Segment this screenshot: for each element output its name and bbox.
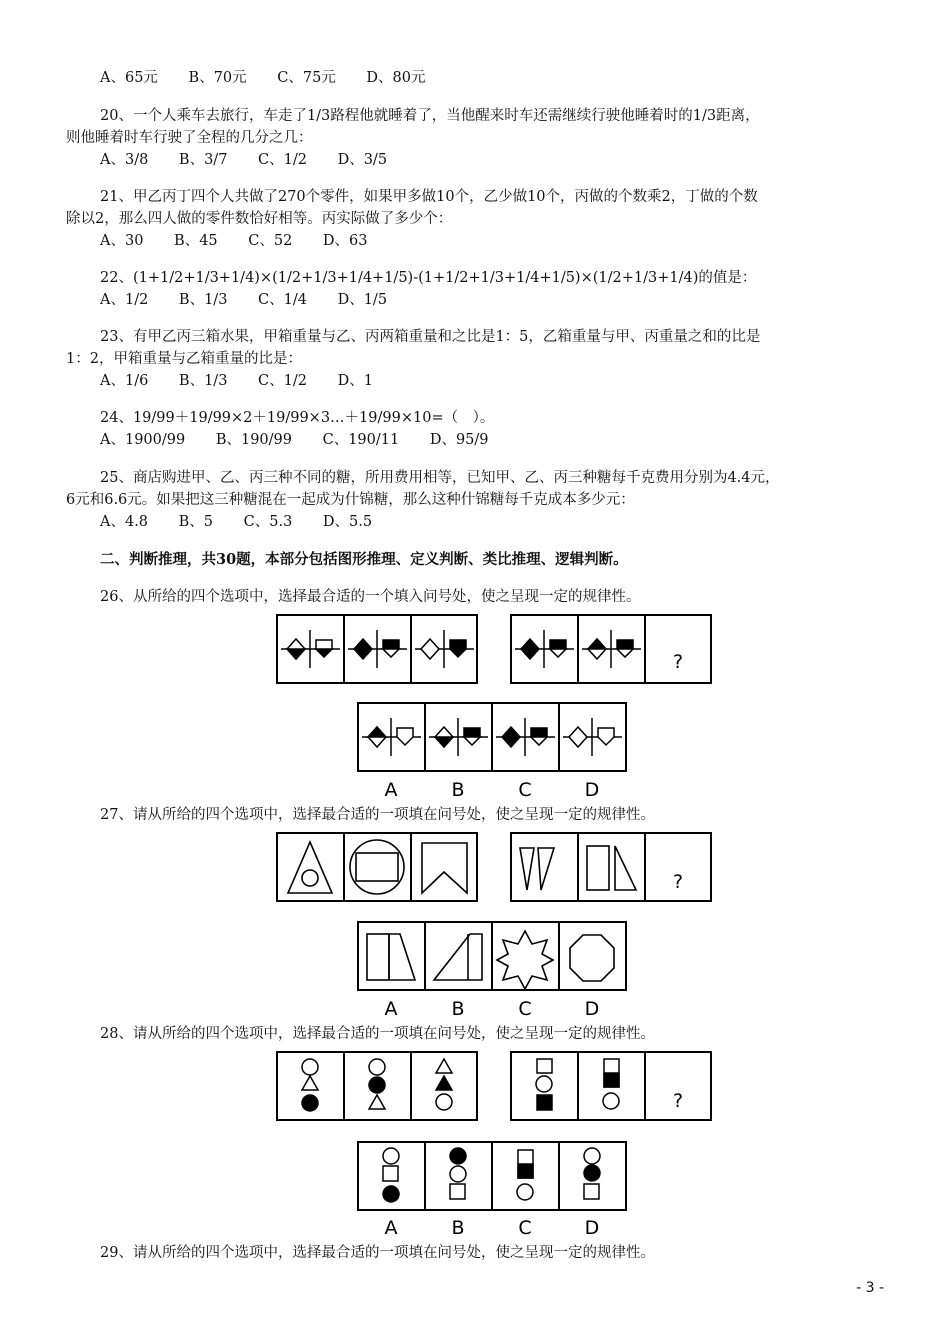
q26-label-a: A (384, 779, 398, 801)
q21-option-b[interactable]: B、45 (174, 233, 218, 249)
q23-text-line2: 1：2，甲箱重量与乙箱重量的比是： (66, 351, 302, 367)
q24-option-a[interactable]: A、1900/99 (100, 432, 186, 448)
q20-option-d[interactable]: D、3/5 (337, 152, 388, 168)
q28-label-a: A (384, 1217, 398, 1239)
q23-text-line1: 23、有甲乙丙三箱水果，甲箱重量与乙、丙两箱重量和之比是1：5，乙箱重量与甲、丙重量之和的比是 (100, 329, 761, 345)
section-heading: 二、判断推理，共30题，本部分包括图形推理、定义判断、类比推理、逻辑判断。 (100, 551, 628, 568)
q21-option-a[interactable]: A、30 (100, 233, 144, 249)
q28-label-c: C (518, 1217, 532, 1239)
q20-option-b[interactable]: B、3/7 (178, 152, 228, 168)
q26-text: 26、从所给的四个选项中，选择最合适的一个填入问号处，使之呈现一定的规律性。 (100, 589, 641, 605)
q27-question-mark: ? (672, 871, 684, 893)
q20-option-a[interactable]: A、3/8 (100, 152, 149, 168)
q23-option-b[interactable]: B、1/3 (178, 373, 228, 389)
q28-text: 28、请从所给的四个选项中，选择最合适的一项填在问号处，使之呈现一定的规律性。 (100, 1026, 655, 1042)
page-number: - 3 - (856, 1280, 884, 1296)
q27-label-c: C (518, 998, 532, 1020)
q23-option-c[interactable]: C、1/2 (258, 373, 307, 389)
q24-option-d[interactable]: D、95/9 (429, 432, 489, 448)
q21-text-line1: 21、甲乙丙丁四个人共做了270个零件，如果甲多做10个，乙少做10个，丙做的个数乘2，丁做的个数 (100, 189, 758, 205)
q22-option-a[interactable]: A、1/2 (100, 292, 149, 308)
q26-label-b: B (451, 779, 465, 801)
q20-option-c[interactable]: C、1/2 (258, 152, 307, 168)
q19-option-d[interactable]: D、80元 (366, 70, 426, 86)
q27-label-a: A (384, 998, 398, 1020)
q23-option-d[interactable]: D、1 (337, 373, 373, 389)
q27-text: 27、请从所给的四个选项中，选择最合适的一项填在问号处，使之呈现一定的规律性。 (100, 807, 655, 823)
q25-option-b[interactable]: B、5 (178, 514, 214, 530)
q22-option-b[interactable]: B、1/3 (178, 292, 228, 308)
q24-text: 24、19/99＋19/99×2＋19/99×3…＋19/99×10=（ ）。 (100, 410, 495, 426)
q27-label-d: D (584, 998, 600, 1020)
q28-label-d: D (584, 1217, 600, 1239)
q22-option-d[interactable]: D、1/5 (337, 292, 388, 308)
q25-option-a[interactable]: A、4.8 (100, 514, 149, 530)
q26-question-mark: ? (672, 651, 684, 673)
q26-label-c: C (518, 779, 532, 801)
q21-option-d[interactable]: D、63 (322, 233, 368, 249)
q21-text-line2: 除以2，那么四人做的零件数恰好相等。丙实际做了多少个： (66, 211, 453, 227)
q20-text-line2: 则他睡着时车行驶了全程的几分之几： (66, 130, 313, 146)
q20-text-line1: 20、一个人乘车去旅行，车走了1/3路程他就睡着了，当他醒来时车还需继续行驶他睡着时的1/3距离， (100, 108, 760, 124)
q28-question-mark: ? (672, 1090, 684, 1112)
q28-label-b: B (451, 1217, 465, 1239)
q22-text: 22、(1+1/2+1/3+1/4)×(1/2+1/3+1/4+1/5)-(1+1/2+1/3+1/4+1/5)×(1/2+1/3+1/4)的值是： (100, 270, 757, 286)
q26-label-d: D (584, 779, 600, 801)
q23-option-a[interactable]: A、1/6 (100, 373, 149, 389)
q29-text: 29、请从所给的四个选项中，选择最合适的一项填在问号处，使之呈现一定的规律性。 (100, 1245, 655, 1261)
q19-option-a[interactable]: A、65元 (100, 70, 158, 86)
q25-text-line2: 6元和6.6元。如果把这三种糖混在一起成为什锦糖，那么这种什锦糖每千克成本多少元： (66, 492, 635, 508)
q21-option-c[interactable]: C、52 (248, 233, 293, 249)
q19-option-c[interactable]: C、75元 (277, 70, 336, 86)
q27-label-b: B (451, 998, 465, 1020)
q24-option-c[interactable]: C、190/11 (322, 432, 400, 448)
q24-option-b[interactable]: B、190/99 (215, 432, 292, 448)
q25-text-line1: 25、商店购进甲、乙、丙三种不同的糖，所用费用相等，已知甲、乙、丙三种糖每千克费用分别为4.4元， (100, 470, 780, 486)
q19-option-b[interactable]: B、70元 (188, 70, 247, 86)
q22-option-c[interactable]: C、1/4 (258, 292, 307, 308)
q25-option-d[interactable]: D、5.5 (322, 514, 373, 530)
q25-option-c[interactable]: C、5.3 (243, 514, 293, 530)
